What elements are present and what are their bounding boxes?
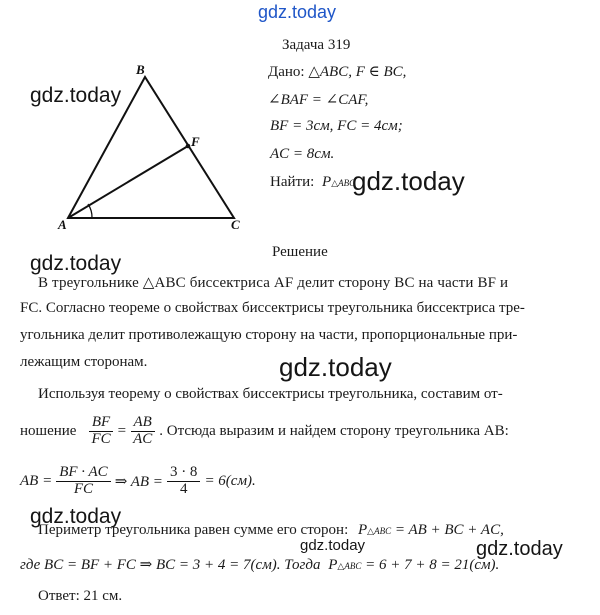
- perimeter-sum-formula: = AB + BC + AC,: [394, 522, 504, 538]
- watermark-right: gdz.today: [476, 538, 563, 560]
- triangle-abc: [68, 77, 234, 218]
- perimeter-line-1: [38, 522, 504, 539]
- formula-ab-numerator: BF · AC: [56, 465, 110, 482]
- given-line-3: BF = 3см, FC = 4см;: [270, 118, 403, 134]
- perimeter-symbol-1: P: [358, 522, 368, 538]
- ratio-line: [20, 415, 509, 448]
- given-line-4: AC = 8см.: [270, 146, 335, 162]
- perimeter-result: = 6 + 7 + 8 = 21(см).: [365, 557, 500, 573]
- paragraph-2-line-1: Используя теорему о свойствах биссектрисы треугольника, составим от-: [38, 386, 503, 402]
- formula-ab-denominator: FC: [73, 480, 94, 497]
- point-f: [186, 144, 191, 149]
- watermark-center: gdz.today: [279, 352, 392, 382]
- vertex-label-b: B: [136, 62, 145, 77]
- given-triangle-point: △ABC, F ∈ BC,: [308, 64, 407, 80]
- perimeter-line-2: [20, 555, 499, 574]
- watermark-left-lower: gdz.today: [30, 505, 122, 528]
- find-label: Найти:: [270, 174, 315, 190]
- watermark-find: gdz.today: [352, 166, 465, 196]
- given-line-2: ∠BAF = ∠CAF,: [268, 92, 369, 108]
- find-perimeter: P: [322, 174, 332, 190]
- paragraph-1-line-3: угольника делит противолежащую сторону на части, пропорциональные при-: [20, 327, 518, 343]
- perimeter-symbol-2-sub: △ABC: [337, 561, 362, 571]
- paragraph-1-line-4: лежащим сторонам.: [20, 354, 148, 370]
- formula-ab: [20, 465, 256, 498]
- ratio-left-numerator: BF: [89, 415, 113, 432]
- ratio-left-fraction: [88, 415, 113, 448]
- find-perimeter-sub: △ABC: [331, 178, 356, 188]
- ratio-intro-text: ношение: [20, 422, 77, 439]
- solution-heading: Решение: [272, 244, 328, 260]
- formula-ab-lhs: AB =: [20, 472, 53, 489]
- perimeter-symbol-1-sub: △ABC: [367, 526, 392, 536]
- ratio-right-fraction: [130, 415, 155, 448]
- ratio-equals: =: [117, 422, 127, 439]
- watermark-small-center: gdz.today: [300, 537, 366, 554]
- ratio-right-denominator: AC: [133, 430, 153, 447]
- given-label: Дано:: [268, 64, 305, 80]
- ratio-right-numerator: AB: [131, 415, 155, 432]
- task-title: Задача 319: [282, 37, 351, 53]
- given-line-1: [268, 62, 406, 81]
- find-line: [270, 174, 355, 191]
- watermark-left-upper: gdz.today: [30, 84, 122, 107]
- perimeter-line-2-text: где BC = BF + FC ⇒ BC = 3 + 4 = 7(см). Тогда: [20, 557, 321, 573]
- vertex-label-f: F: [191, 134, 200, 149]
- formula-ab-value-fraction: [167, 465, 201, 498]
- formula-ab-result: = 6(см).: [204, 472, 256, 489]
- bisector-af: [68, 146, 188, 218]
- paragraph-1-line-1: В треугольнике △ABC биссектриса AF делит сторону BC на части BF и: [38, 275, 509, 291]
- paragraph-1-line-2: FC. Согласно теореме о свойствах биссектрисы треугольника биссектриса тре-: [20, 300, 525, 316]
- watermark-top: gdz.today: [258, 2, 337, 22]
- vertex-label-a: A: [58, 217, 67, 232]
- angle-arc: [88, 204, 92, 218]
- formula-ab-value-denominator: 4: [179, 480, 188, 497]
- perimeter-line-1-text: Периметр треугольника равен сумме его сторон:: [38, 522, 349, 538]
- ratio-outro-text: . Отсюда выразим и найдем сторону треугольника AB:: [159, 422, 509, 439]
- watermark-left-middle: gdz.today: [30, 252, 122, 275]
- answer-line: Ответ: 21 см.: [38, 588, 123, 604]
- formula-ab-mid: ⇒ AB =: [114, 473, 163, 490]
- ratio-left-denominator: FC: [91, 430, 111, 447]
- formula-ab-fraction: [56, 465, 110, 498]
- vertex-label-c: C: [231, 217, 240, 232]
- perimeter-symbol-2: P: [328, 557, 338, 573]
- formula-ab-value-numerator: 3 · 8: [167, 465, 201, 482]
